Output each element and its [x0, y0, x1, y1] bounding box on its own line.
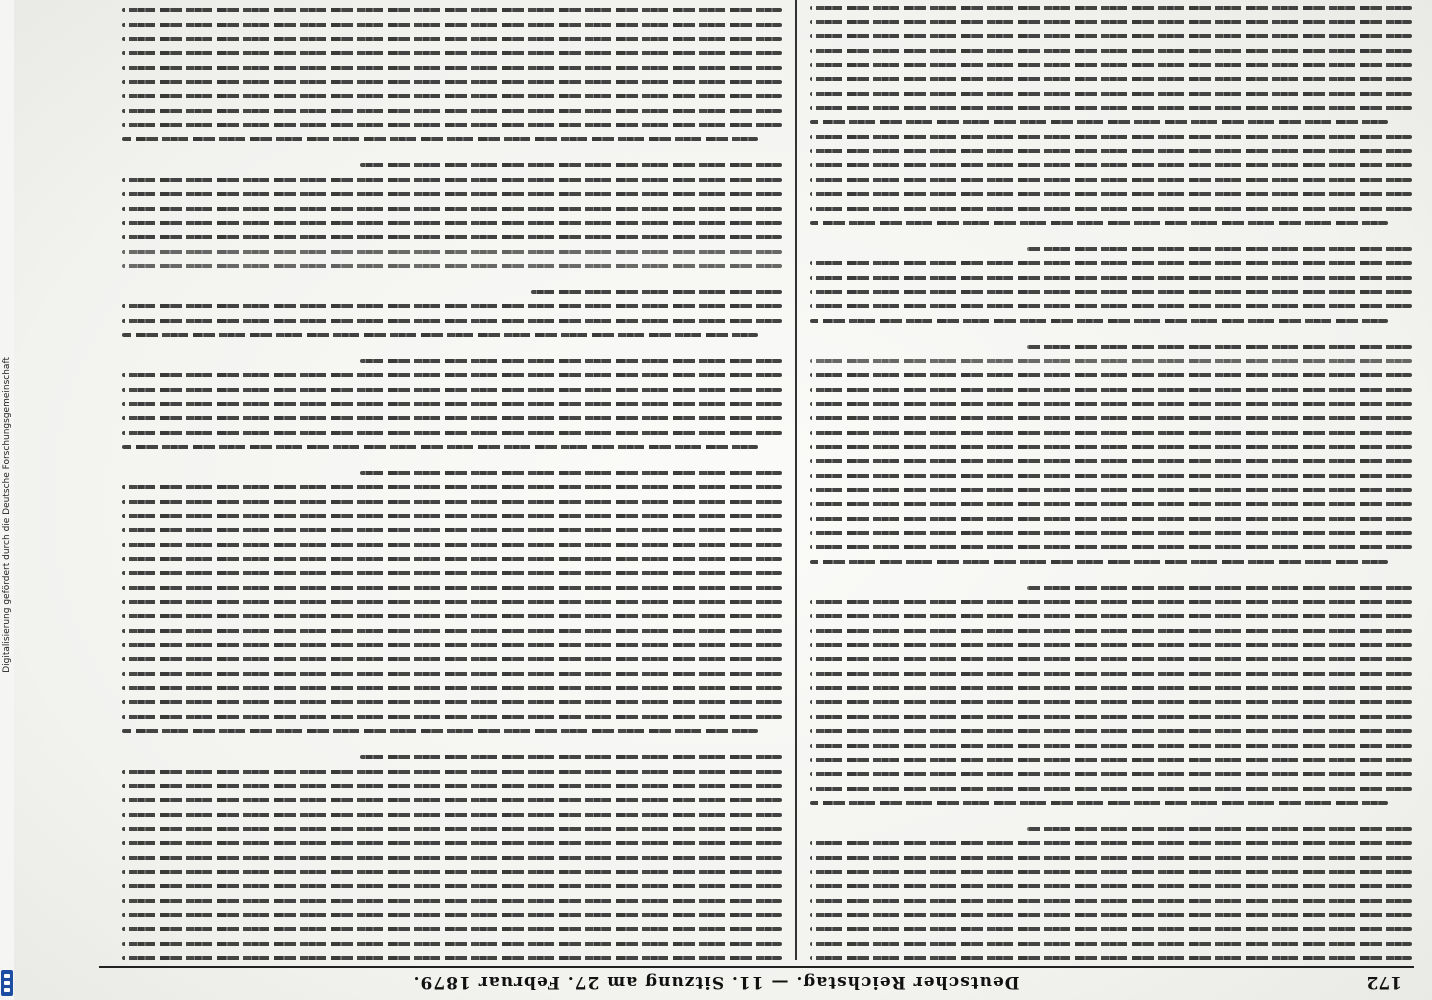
text-line	[122, 94, 782, 98]
text-line	[122, 899, 782, 903]
text-lines-left	[810, 0, 1412, 960]
text-line	[122, 841, 782, 845]
text-line	[360, 359, 782, 363]
text-line	[122, 643, 782, 647]
text-line	[810, 63, 1412, 67]
text-line	[810, 841, 1412, 845]
text-column-left	[810, 0, 1412, 960]
text-line	[122, 715, 782, 719]
text-line	[122, 571, 782, 575]
text-line	[810, 758, 1412, 762]
text-line	[810, 290, 1412, 294]
text-line	[810, 502, 1412, 506]
text-line	[810, 629, 1412, 633]
text-line	[122, 80, 782, 84]
text-line	[122, 629, 782, 633]
funding-credit: Digitalisierung gefördert durch die Deutsche Forschungsgemeinschaft	[2, 357, 12, 673]
text-line	[810, 715, 1412, 719]
text-line	[810, 614, 1412, 618]
text-line	[810, 49, 1412, 53]
text-line	[122, 701, 782, 705]
text-line	[810, 672, 1412, 676]
text-line	[122, 856, 782, 860]
text-line	[810, 261, 1412, 265]
text-line	[122, 827, 782, 831]
text-line	[810, 431, 1412, 435]
text-line	[122, 485, 782, 489]
text-line	[122, 927, 782, 931]
text-line	[122, 221, 782, 225]
text-line	[810, 560, 1388, 564]
text-line	[122, 729, 758, 733]
text-line	[122, 600, 782, 604]
text-line	[122, 66, 782, 70]
text-line	[122, 235, 782, 239]
text-line	[360, 164, 782, 168]
text-column-right	[122, 0, 782, 960]
text-line	[810, 402, 1412, 406]
text-line	[810, 600, 1412, 604]
text-line	[810, 106, 1412, 110]
dfg-logo-icon	[1, 970, 13, 996]
column-divider	[795, 0, 797, 960]
text-line	[810, 701, 1412, 705]
text-line	[122, 402, 782, 406]
text-line	[122, 250, 782, 254]
text-line	[122, 813, 782, 817]
text-line	[122, 672, 782, 676]
text-line	[122, 333, 758, 337]
text-line	[810, 6, 1412, 10]
text-line	[810, 319, 1388, 323]
text-line	[122, 870, 782, 874]
text-line	[122, 319, 782, 323]
text-line	[810, 545, 1412, 549]
text-line	[1027, 345, 1412, 349]
text-line	[810, 304, 1412, 308]
text-line	[122, 657, 782, 661]
text-line	[122, 8, 782, 12]
text-line	[810, 729, 1412, 733]
text-line	[122, 192, 782, 196]
text-line	[810, 207, 1412, 211]
text-line	[122, 942, 782, 946]
text-line	[122, 23, 782, 27]
text-line	[122, 373, 782, 377]
text-line	[122, 109, 782, 113]
text-line	[122, 543, 782, 547]
text-line	[810, 192, 1412, 196]
text-line	[122, 388, 782, 392]
text-line	[122, 798, 782, 802]
text-line	[810, 445, 1412, 449]
text-line	[810, 744, 1412, 748]
text-line	[810, 178, 1412, 182]
text-line	[122, 528, 782, 532]
text-line	[810, 359, 1412, 363]
text-line	[1027, 827, 1412, 831]
text-line	[810, 77, 1412, 81]
text-line	[810, 643, 1412, 647]
text-line	[810, 416, 1412, 420]
text-line	[122, 304, 782, 308]
text-line	[810, 772, 1412, 776]
text-line	[122, 500, 782, 504]
text-line	[122, 614, 782, 618]
page-number: 172	[1366, 972, 1402, 992]
text-line	[810, 657, 1412, 661]
text-line	[810, 164, 1412, 168]
text-line	[122, 207, 782, 211]
text-line	[122, 686, 782, 690]
text-line	[122, 51, 782, 55]
text-line	[810, 856, 1412, 860]
text-line	[810, 373, 1412, 377]
text-line	[122, 884, 782, 888]
text-line	[122, 431, 782, 435]
text-line	[122, 784, 782, 788]
text-line	[810, 531, 1412, 535]
text-line	[810, 913, 1412, 917]
text-line	[810, 388, 1412, 392]
text-line	[810, 787, 1412, 791]
text-lines-right	[122, 0, 782, 960]
text-line	[810, 686, 1412, 690]
text-line	[810, 221, 1388, 225]
text-line	[122, 514, 782, 518]
text-line	[122, 445, 758, 449]
text-line	[810, 899, 1412, 903]
text-line	[810, 488, 1412, 492]
text-line	[810, 884, 1412, 888]
text-line	[810, 801, 1388, 805]
text-line	[810, 34, 1412, 38]
text-line	[122, 416, 782, 420]
text-line	[1027, 586, 1412, 590]
text-line	[810, 870, 1412, 874]
text-line	[810, 20, 1412, 24]
text-line	[531, 290, 782, 294]
text-line	[122, 138, 758, 142]
text-line	[360, 755, 782, 759]
text-line	[1027, 247, 1412, 251]
text-line	[122, 264, 782, 268]
text-line	[122, 123, 782, 127]
text-line	[810, 956, 1412, 960]
page-title: Deutscher Reichstag. — 11. Sitzung am 27. Februar 1879.	[412, 972, 1020, 992]
text-line	[810, 276, 1412, 280]
digitization-sidebar	[0, 0, 14, 1000]
text-line	[122, 557, 782, 561]
text-line	[122, 178, 782, 182]
text-line	[810, 927, 1412, 931]
text-line	[122, 586, 782, 590]
text-line	[810, 942, 1412, 946]
running-header	[99, 970, 1414, 992]
text-line	[810, 120, 1388, 124]
text-line	[122, 37, 782, 41]
text-line	[360, 471, 782, 475]
text-line	[810, 459, 1412, 463]
text-line	[810, 135, 1412, 139]
text-line	[122, 770, 782, 774]
text-line	[122, 913, 782, 917]
header-rule	[99, 966, 1414, 968]
text-line	[810, 474, 1412, 478]
text-line	[122, 956, 782, 960]
text-line	[810, 92, 1412, 96]
text-line	[810, 517, 1412, 521]
text-line	[810, 149, 1412, 153]
